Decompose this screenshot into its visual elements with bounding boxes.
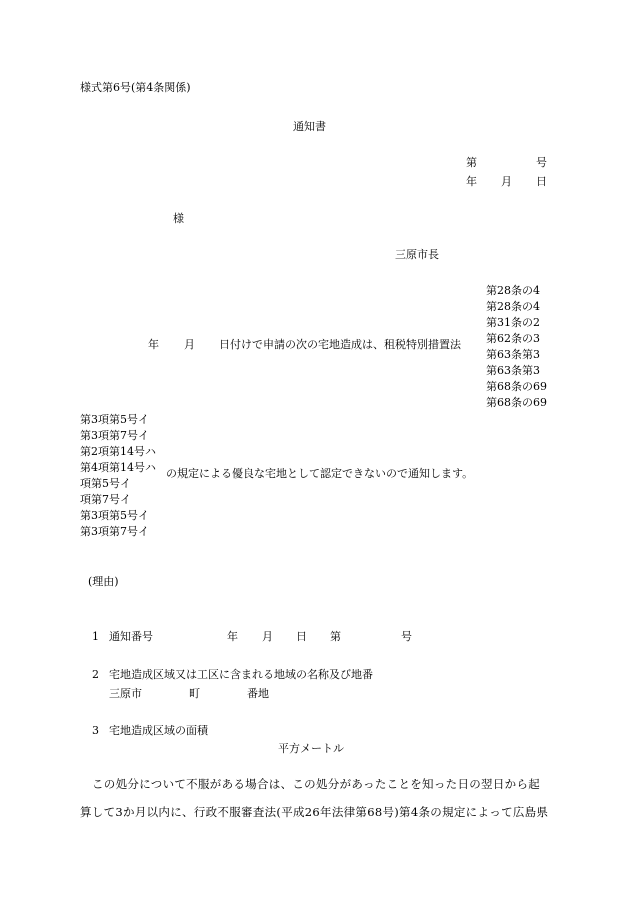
article-option: 第28条の4 (486, 300, 540, 313)
sentence-date-month: 月 (184, 338, 195, 351)
number-prefix: 第 (466, 156, 477, 169)
item3-number: 3 (92, 724, 99, 737)
item1-label: 通知番号 (109, 630, 153, 643)
clause-option: 第3項第7号イ (80, 429, 149, 442)
article-options (486, 283, 547, 411)
article-option: 第62条の3 (486, 332, 540, 345)
issuer: 三原市長 (395, 248, 439, 261)
clause-options (80, 412, 156, 540)
clause-option: 第2項第14号ハ (80, 445, 156, 458)
article-option: 第68条の69 (486, 396, 547, 409)
item1-number: 1 (92, 630, 99, 643)
item1-year: 年 (227, 630, 238, 643)
item2-label: 宅地造成区域又は工区に含まれる地域の名称及び地番 (109, 668, 373, 681)
item2-lot: 番地 (247, 687, 269, 700)
clause-option: 第3項第5号イ (80, 509, 149, 522)
item2-city: 三原市 (109, 687, 142, 700)
sentence-lead: 日付けで申請の次の宅地造成は、租税特別措置法 (219, 338, 461, 351)
reason-label: (理由) (88, 575, 119, 588)
appeal-notice-line: 算して3か月以内に、行政不服審査法(平成26年法律第68号)第4条の規定によって広島県 (80, 805, 549, 819)
appeal-notice (80, 770, 548, 826)
clause-option: 第4項第14号ハ (80, 461, 156, 474)
item3-unit: 平方メートル (278, 742, 344, 755)
article-option: 第63条第3 (486, 364, 540, 377)
article-option: 第63条第3 (486, 348, 540, 361)
article-option: 第31条の2 (486, 316, 540, 329)
form-label: 様式第6号(第4条関係) (80, 81, 191, 94)
sentence-tail: の規定による優良な宅地として認定できないので通知します。 (166, 467, 474, 480)
date-year: 年 (466, 175, 477, 188)
document-title: 通知書 (293, 120, 326, 133)
item2-town: 町 (189, 687, 200, 700)
item1-day: 日 (296, 630, 307, 643)
item1-no-prefix: 第 (330, 630, 341, 643)
addressee-suffix: 様 (173, 212, 184, 225)
number-suffix: 号 (536, 156, 547, 169)
item3-label: 宅地造成区域の面積 (109, 724, 208, 737)
item1-month: 月 (262, 630, 273, 643)
clause-option: 第3項第7号イ (80, 525, 149, 538)
date-day: 日 (536, 175, 547, 188)
article-option: 第68条の69 (486, 380, 547, 393)
clause-option: 項第5号イ (80, 477, 131, 490)
item1-no-suffix: 号 (401, 630, 412, 643)
clause-option: 項第7号イ (80, 493, 131, 506)
date-month: 月 (501, 175, 512, 188)
clause-option: 第3項第5号イ (80, 413, 149, 426)
item2-number: 2 (92, 668, 99, 681)
article-option: 第28条の4 (486, 284, 540, 297)
sentence-date-year: 年 (148, 338, 159, 351)
appeal-notice-line: この処分について不服がある場合は、この処分があったことを知った日の翌日から起 (92, 777, 541, 791)
